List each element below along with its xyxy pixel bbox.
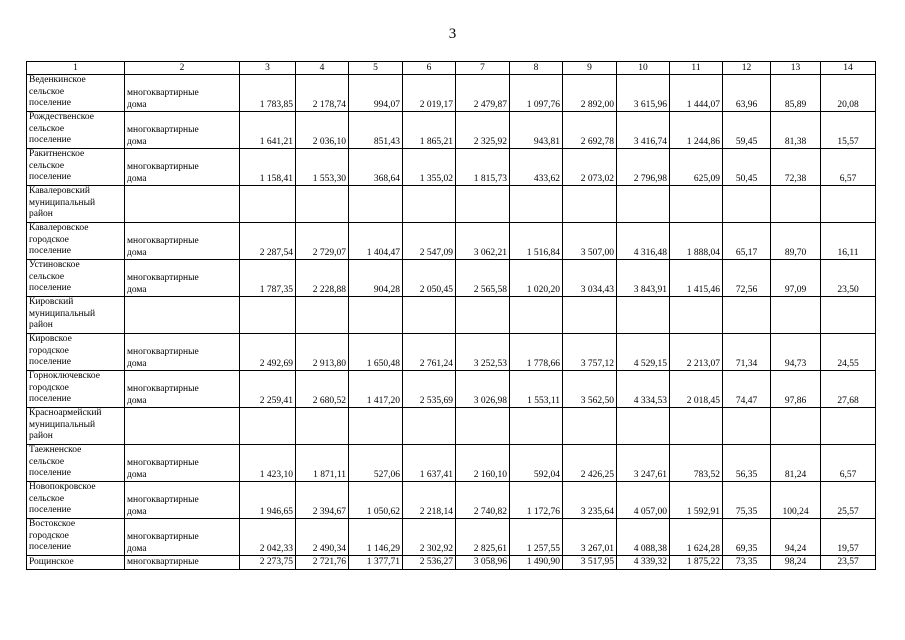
value-cell-col-14: 23,57 — [821, 556, 876, 570]
value-cell-col-4: 2 178,74 — [296, 75, 349, 112]
value-cell-col-9 — [563, 297, 617, 334]
value-cell-col-7 — [456, 408, 510, 445]
value-cell-col-13: 85,89 — [771, 75, 821, 112]
municipality-name: Ракитненское сельское поселение — [27, 149, 125, 186]
table-row — [27, 149, 876, 186]
value-cell-col-10: 4 334,53 — [617, 371, 670, 408]
value-cell-col-10: 4 088,38 — [617, 519, 670, 556]
value-cell-col-3 — [240, 186, 296, 223]
value-cell-col-5: 368,64 — [349, 149, 403, 186]
value-cell-col-14: 25,57 — [821, 482, 876, 519]
value-cell-col-5 — [349, 408, 403, 445]
column-header-7: 7 — [456, 62, 510, 75]
table-row — [27, 408, 876, 445]
value-cell-col-12: 74,47 — [723, 371, 771, 408]
value-cell-col-11: 1 875,22 — [670, 556, 723, 570]
value-cell-col-14 — [821, 186, 876, 223]
table-row — [27, 482, 876, 519]
value-cell-col-10: 3 416,74 — [617, 112, 670, 149]
value-cell-col-6: 2 019,17 — [403, 75, 456, 112]
value-cell-col-4: 2 721,76 — [296, 556, 349, 570]
column-header-8: 8 — [510, 62, 563, 75]
housing-type: многоквартирные дома — [125, 371, 240, 408]
table-row — [27, 260, 876, 297]
housing-type: многоквартирные дома — [125, 519, 240, 556]
value-cell-col-14: 6,57 — [821, 445, 876, 482]
value-cell-col-12 — [723, 186, 771, 223]
value-cell-col-3: 1 423,10 — [240, 445, 296, 482]
value-cell-col-8 — [510, 297, 563, 334]
value-cell-col-5 — [349, 186, 403, 223]
table-row — [27, 112, 876, 149]
value-cell-col-11 — [670, 408, 723, 445]
value-cell-col-7: 2 479,87 — [456, 75, 510, 112]
housing-type: многоквартирные дома — [125, 223, 240, 260]
housing-type: многоквартирные дома — [125, 75, 240, 112]
value-cell-col-10: 3 615,96 — [617, 75, 670, 112]
value-cell-col-5: 1 146,29 — [349, 519, 403, 556]
value-cell-col-7: 2 565,58 — [456, 260, 510, 297]
value-cell-col-6: 1 355,02 — [403, 149, 456, 186]
column-header-9: 9 — [563, 62, 617, 75]
value-cell-col-8: 1 516,84 — [510, 223, 563, 260]
municipality-name: Рощинское — [27, 556, 125, 570]
municipality-name: Кировский муниципальный район — [27, 297, 125, 334]
value-cell-col-14: 16,11 — [821, 223, 876, 260]
value-cell-col-8: 1 172,76 — [510, 482, 563, 519]
value-cell-col-4: 1 871,11 — [296, 445, 349, 482]
value-cell-col-10: 2 796,98 — [617, 149, 670, 186]
value-cell-col-4: 2 913,80 — [296, 334, 349, 371]
table-row — [27, 223, 876, 260]
municipality-name: Кавалеровское городское поселение — [27, 223, 125, 260]
value-cell-col-10: 3 843,91 — [617, 260, 670, 297]
value-cell-col-14 — [821, 297, 876, 334]
value-cell-col-9: 2 073,02 — [563, 149, 617, 186]
page-number: 3 — [448, 26, 457, 42]
value-cell-col-11 — [670, 297, 723, 334]
value-cell-col-14: 15,57 — [821, 112, 876, 149]
housing-type: многоквартирные дома — [125, 112, 240, 149]
value-cell-col-7: 2 740,82 — [456, 482, 510, 519]
municipality-name: Красноармейский муниципальный район — [27, 408, 125, 445]
value-cell-col-12 — [723, 297, 771, 334]
header-row — [27, 62, 876, 75]
value-cell-col-12: 69,35 — [723, 519, 771, 556]
table-row — [27, 334, 876, 371]
value-cell-col-12: 75,35 — [723, 482, 771, 519]
value-cell-col-6: 2 547,09 — [403, 223, 456, 260]
value-cell-col-7: 3 026,98 — [456, 371, 510, 408]
municipality-name: Веденкинское сельское поселение — [27, 75, 125, 112]
value-cell-col-9: 2 892,00 — [563, 75, 617, 112]
value-cell-col-7: 3 058,96 — [456, 556, 510, 570]
value-cell-col-13: 94,24 — [771, 519, 821, 556]
table-row — [27, 445, 876, 482]
municipality-name: Кавалеровский муниципальный район — [27, 186, 125, 223]
value-cell-col-9: 3 757,12 — [563, 334, 617, 371]
value-cell-col-5: 851,43 — [349, 112, 403, 149]
value-cell-col-6: 2 536,27 — [403, 556, 456, 570]
value-cell-col-7: 2 325,92 — [456, 112, 510, 149]
value-cell-col-12: 59,45 — [723, 112, 771, 149]
value-cell-col-5: 1 404,47 — [349, 223, 403, 260]
value-cell-col-12: 56,35 — [723, 445, 771, 482]
value-cell-col-4 — [296, 408, 349, 445]
value-cell-col-8: 1 778,66 — [510, 334, 563, 371]
value-cell-col-6: 2 302,92 — [403, 519, 456, 556]
column-header-2: 2 — [125, 62, 240, 75]
value-cell-col-12: 72,56 — [723, 260, 771, 297]
housing-type — [125, 297, 240, 334]
column-header-13: 13 — [771, 62, 821, 75]
value-cell-col-3: 1 946,65 — [240, 482, 296, 519]
value-cell-col-14 — [821, 408, 876, 445]
value-cell-col-14: 27,68 — [821, 371, 876, 408]
value-cell-col-5: 1 417,20 — [349, 371, 403, 408]
table-row — [27, 519, 876, 556]
value-cell-col-10: 4 057,00 — [617, 482, 670, 519]
value-cell-col-9 — [563, 186, 617, 223]
value-cell-col-10: 4 339,32 — [617, 556, 670, 570]
value-cell-col-8: 1 097,76 — [510, 75, 563, 112]
value-cell-col-14: 6,57 — [821, 149, 876, 186]
value-cell-col-7: 2 160,10 — [456, 445, 510, 482]
value-cell-col-8 — [510, 186, 563, 223]
housing-type: многоквартирные дома — [125, 149, 240, 186]
value-cell-col-3: 2 273,75 — [240, 556, 296, 570]
value-cell-col-12: 63,96 — [723, 75, 771, 112]
housing-type: многоквартирные дома — [125, 260, 240, 297]
value-cell-col-12: 71,34 — [723, 334, 771, 371]
table-row — [27, 297, 876, 334]
value-cell-col-13: 81,24 — [771, 445, 821, 482]
municipality-name: Таежненское сельское поселение — [27, 445, 125, 482]
value-cell-col-8: 1 257,55 — [510, 519, 563, 556]
value-cell-col-11 — [670, 186, 723, 223]
table-row — [27, 371, 876, 408]
value-cell-col-6 — [403, 408, 456, 445]
value-cell-col-13: 97,86 — [771, 371, 821, 408]
value-cell-col-3: 2 287,54 — [240, 223, 296, 260]
value-cell-col-11: 2 018,45 — [670, 371, 723, 408]
value-cell-col-9: 2 426,25 — [563, 445, 617, 482]
value-cell-col-8: 943,81 — [510, 112, 563, 149]
municipality-name: Рождественское сельское поселение — [27, 112, 125, 149]
value-cell-col-8: 1 490,90 — [510, 556, 563, 570]
value-cell-col-7: 2 825,61 — [456, 519, 510, 556]
value-cell-col-13 — [771, 186, 821, 223]
value-cell-col-3: 2 042,33 — [240, 519, 296, 556]
value-cell-col-11: 1 592,91 — [670, 482, 723, 519]
value-cell-col-11: 783,52 — [670, 445, 723, 482]
value-cell-col-8: 433,62 — [510, 149, 563, 186]
value-cell-col-8: 1 553,11 — [510, 371, 563, 408]
table-row — [27, 75, 876, 112]
value-cell-col-6: 2 761,24 — [403, 334, 456, 371]
value-cell-col-9: 2 692,78 — [563, 112, 617, 149]
municipality-name: Устиновское сельское поселение — [27, 260, 125, 297]
value-cell-col-11: 1 244,86 — [670, 112, 723, 149]
value-cell-col-3: 2 492,69 — [240, 334, 296, 371]
housing-type: многоквартирные дома — [125, 482, 240, 519]
value-cell-col-11: 1 415,46 — [670, 260, 723, 297]
column-header-10: 10 — [617, 62, 670, 75]
value-cell-col-7: 1 815,73 — [456, 149, 510, 186]
value-cell-col-4: 2 490,34 — [296, 519, 349, 556]
value-cell-col-3: 1 641,21 — [240, 112, 296, 149]
value-cell-col-8: 1 020,20 — [510, 260, 563, 297]
table-row — [27, 556, 876, 570]
value-cell-col-6 — [403, 186, 456, 223]
value-cell-col-10 — [617, 186, 670, 223]
value-cell-col-4 — [296, 297, 349, 334]
value-cell-col-11: 1 624,28 — [670, 519, 723, 556]
housing-type: многоквартирные дома — [125, 334, 240, 371]
housing-type: многоквартирные — [125, 556, 240, 570]
column-header-4: 4 — [296, 62, 349, 75]
value-cell-col-13: 98,24 — [771, 556, 821, 570]
value-cell-col-11: 1 444,07 — [670, 75, 723, 112]
value-cell-col-9: 3 562,50 — [563, 371, 617, 408]
value-cell-col-14: 20,08 — [821, 75, 876, 112]
housing-type — [125, 408, 240, 445]
column-header-5: 5 — [349, 62, 403, 75]
municipality-name: Кировское городское поселение — [27, 334, 125, 371]
value-cell-col-13: 94,73 — [771, 334, 821, 371]
value-cell-col-11: 625,09 — [670, 149, 723, 186]
value-cell-col-4: 2 394,67 — [296, 482, 349, 519]
value-cell-col-9: 3 267,01 — [563, 519, 617, 556]
value-cell-col-6: 1 637,41 — [403, 445, 456, 482]
value-cell-col-10: 4 316,48 — [617, 223, 670, 260]
value-cell-col-13 — [771, 297, 821, 334]
table-body — [27, 75, 876, 570]
value-cell-col-10 — [617, 408, 670, 445]
value-cell-col-3: 1 787,35 — [240, 260, 296, 297]
value-cell-col-4: 1 553,30 — [296, 149, 349, 186]
table-row — [27, 186, 876, 223]
value-cell-col-13 — [771, 408, 821, 445]
value-cell-col-9: 3 034,43 — [563, 260, 617, 297]
value-cell-col-5 — [349, 297, 403, 334]
value-cell-col-9: 3 235,64 — [563, 482, 617, 519]
value-cell-col-13: 89,70 — [771, 223, 821, 260]
column-header-3: 3 — [240, 62, 296, 75]
value-cell-col-5: 1 650,48 — [349, 334, 403, 371]
municipality-name: Востокское городское поселение — [27, 519, 125, 556]
value-cell-col-8: 592,04 — [510, 445, 563, 482]
value-cell-col-6: 1 865,21 — [403, 112, 456, 149]
value-cell-col-9 — [563, 408, 617, 445]
value-cell-col-9: 3 507,00 — [563, 223, 617, 260]
value-cell-col-3: 1 158,41 — [240, 149, 296, 186]
value-cell-col-10: 3 247,61 — [617, 445, 670, 482]
value-cell-col-13: 72,38 — [771, 149, 821, 186]
value-cell-col-11: 2 213,07 — [670, 334, 723, 371]
value-cell-col-12: 73,35 — [723, 556, 771, 570]
value-cell-col-6: 2 218,14 — [403, 482, 456, 519]
value-cell-col-7: 3 252,53 — [456, 334, 510, 371]
column-header-12: 12 — [723, 62, 771, 75]
column-header-6: 6 — [403, 62, 456, 75]
value-cell-col-11: 1 888,04 — [670, 223, 723, 260]
value-cell-col-10 — [617, 297, 670, 334]
housing-type — [125, 186, 240, 223]
value-cell-col-13: 100,24 — [771, 482, 821, 519]
value-cell-col-4: 2 680,52 — [296, 371, 349, 408]
column-header-11: 11 — [670, 62, 723, 75]
tariff-table — [26, 61, 876, 570]
value-cell-col-5: 904,28 — [349, 260, 403, 297]
value-cell-col-7 — [456, 297, 510, 334]
value-cell-col-3 — [240, 408, 296, 445]
value-cell-col-3: 2 259,41 — [240, 371, 296, 408]
value-cell-col-7 — [456, 186, 510, 223]
column-header-14: 14 — [821, 62, 876, 75]
municipality-name: Горноключевское городское поселение — [27, 371, 125, 408]
value-cell-col-9: 3 517,95 — [563, 556, 617, 570]
value-cell-col-13: 97,09 — [771, 260, 821, 297]
value-cell-col-5: 1 377,71 — [349, 556, 403, 570]
value-cell-col-6: 2 050,45 — [403, 260, 456, 297]
value-cell-col-12: 65,17 — [723, 223, 771, 260]
value-cell-col-4 — [296, 186, 349, 223]
column-header-1: 1 — [27, 62, 125, 75]
value-cell-col-13: 81,38 — [771, 112, 821, 149]
value-cell-col-14: 19,57 — [821, 519, 876, 556]
value-cell-col-4: 2 228,88 — [296, 260, 349, 297]
value-cell-col-5: 1 050,62 — [349, 482, 403, 519]
value-cell-col-3 — [240, 297, 296, 334]
housing-type: многоквартирные дома — [125, 445, 240, 482]
value-cell-col-6: 2 535,69 — [403, 371, 456, 408]
value-cell-col-14: 23,50 — [821, 260, 876, 297]
value-cell-col-12: 50,45 — [723, 149, 771, 186]
value-cell-col-5: 527,06 — [349, 445, 403, 482]
value-cell-col-12 — [723, 408, 771, 445]
value-cell-col-6 — [403, 297, 456, 334]
value-cell-col-4: 2 036,10 — [296, 112, 349, 149]
value-cell-col-4: 2 729,07 — [296, 223, 349, 260]
value-cell-col-8 — [510, 408, 563, 445]
value-cell-col-7: 3 062,21 — [456, 223, 510, 260]
value-cell-col-5: 994,07 — [349, 75, 403, 112]
municipality-name: Новопокровское сельское поселение — [27, 482, 125, 519]
value-cell-col-3: 1 783,85 — [240, 75, 296, 112]
value-cell-col-14: 24,55 — [821, 334, 876, 371]
value-cell-col-10: 4 529,15 — [617, 334, 670, 371]
